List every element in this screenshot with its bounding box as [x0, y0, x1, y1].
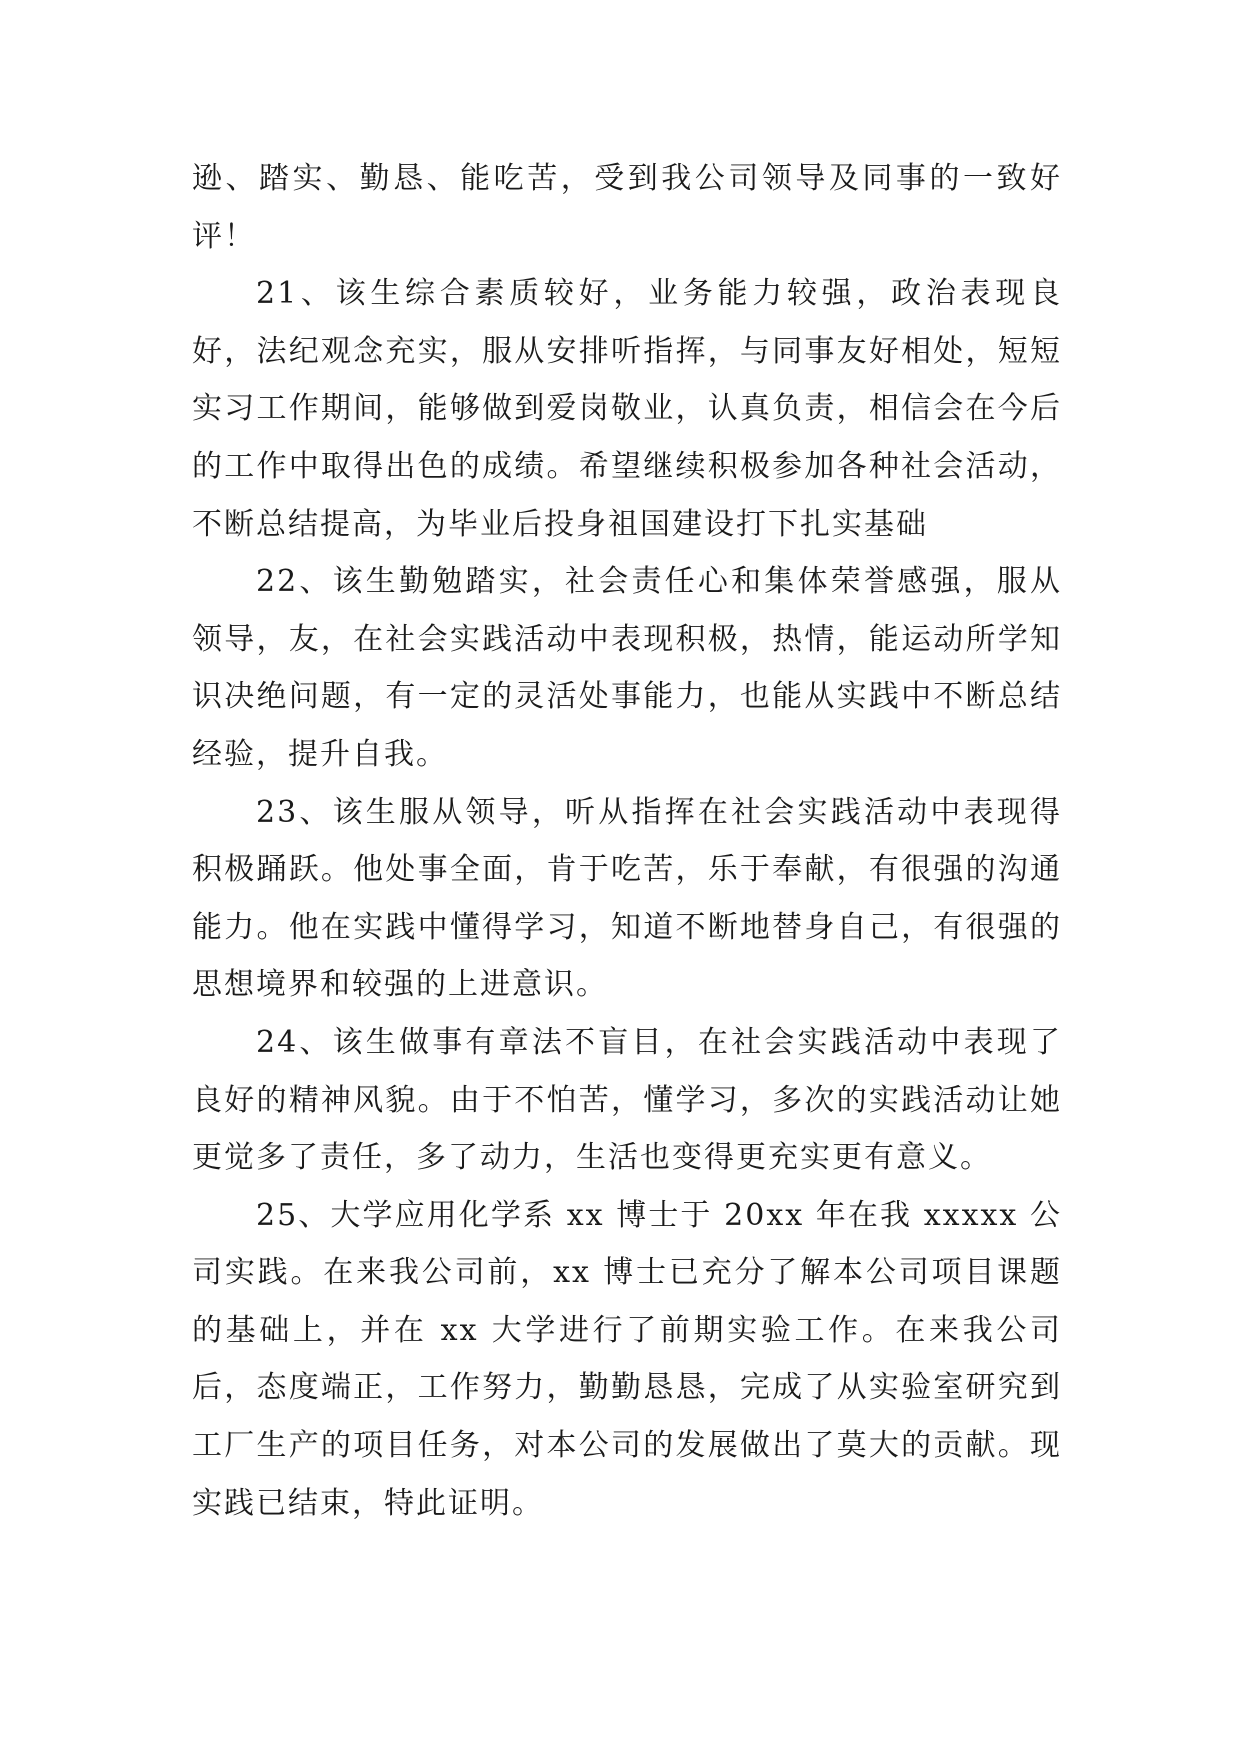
paragraph-continuation: 逊、踏实、勤恳、能吃苦，受到我公司领导及同事的一致好评！	[192, 161, 1062, 254]
paragraph-item-21: 21、该生综合素质较好，业务能力较强，政治表现良好，法纪观念充实，服从安排听指挥，与同事友好相处，短短实习工作期间，能够做到爱岗敬业，认真负责，相信会在今后的工作中取得出色的成绩。希望继续积极参加各种社会活动，不断总结提高，为毕业后投身祖国建设打下扎实基础	[192, 276, 1062, 542]
paragraph-item-23: 23、该生服从领导，听从指挥在社会实践活动中表现得积极踊跃。他处事全面，肯于吃苦，乐于奉献，有很强的沟通能力。他在实践中懂得学习，知道不断地替身自己，有很强的思想境界和较强的上进意识。	[192, 794, 1062, 1003]
paragraph-item-22: 22、该生勤勉踏实，社会责任心和集体荣誉感强，服从领导，友，在社会实践活动中表现积极，热情，能运动所学知识决绝问题，有一定的灵活处事能力，也能从实践中不断总结经验，提升自我。	[192, 564, 1062, 772]
document-body	[192, 150, 1062, 1532]
paragraph-item-25: 25、大学应用化学系 xx 博士于 20xx 年在我 xxxxx 公司实践。在来我公司前，xx 博士已充分了解本公司项目课题的基础上，并在 xx 大学进行了前期实验工作。在来我公司后，态度端正，工作努力，勤勤恳恳，完成了从实验室研究到工厂生产的项目任务，对本公司的发展做出了莫大的贡献。现实践已结束，特此证明。	[192, 1197, 1062, 1521]
paragraph-item-24: 24、该生做事有章法不盲目，在社会实践活动中表现了良好的精神风貌。由于不怕苦，懂学习，多次的实践活动让她更觉多了责任，多了动力，生活也变得更充实更有意义。	[192, 1024, 1062, 1176]
